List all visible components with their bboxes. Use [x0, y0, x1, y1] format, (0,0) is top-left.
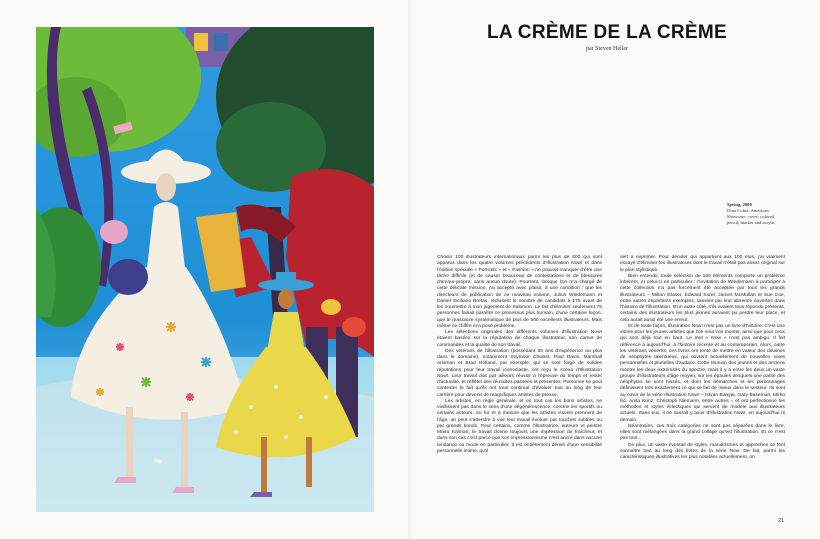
caption-body: Dino Cobra. American Showcase, cover; colored pencil, marker and acrylic: [727, 208, 775, 225]
caption-title: Spring, 2000: [727, 202, 752, 207]
cover-illustration: [36, 27, 374, 512]
paragraph: De plus, un vaste éventail de styles, maniérismes et approches se font connaître tout au long des livres de la série Now. De fait, parmi les caractéristiques illustratives les plus notables actuellement, on: [620, 442, 785, 460]
illustration-artwork: [36, 27, 374, 512]
text-column-right: [620, 255, 785, 513]
article-byline: par Steven Heller: [586, 46, 628, 52]
paragraph: sert à exprimer. Pour décider qui appartient aux 100 élus, j'ai vraiment essayé d'éliminer les illustrateurs dont le travail n'était pas assez original sur le plan stylistique.: [620, 255, 785, 273]
paragraph: Les artistes, en règle générale, et en tout cas les bons artistes, ne vieillissent pas dans le sens d'une dégénérescence, comme les sportifs ou certains acteurs. Au fur et à mesure que les artistes visuels prennent de l'âge, on peut s'attendre à voir leur travail évoluer par touches subtiles ou par grands bonds. Pour certains, comme l'illustratrice, auteure et peintre Maira Kalman, le travail donne toujours une impression de fraîcheur, et dans son cas c'est parce que son impressionnisme n'est ancré dans aucune tendance ou mode en particulier. Il est entièrement dérivé d'une sensibilité personnelle intime, qu'il: [437, 398, 602, 454]
paragraph: Bien entendu, toute sélection de 100 éléments comporte un problème inhérent, et celui-ci en particulier : l'invitation de Wiedemann à participer à cette collection n'a pas forcément été acceptée par tous les grands illustrateurs – Milton Glaser, Edward Sorel, James McMullan et Sue Coe, entre autres importants exemples, laissent par leur absence ouvertes dans l'histoire de l'illustration. D'un autre côté, s'ils avaient tous répondu présents, certains des illustrateurs les plus jeunes auraient pu perdre leur place, et cela aurait aussi été une erreur.: [620, 273, 785, 323]
illustration-caption: [727, 202, 787, 226]
page-gutter: [408, 0, 414, 539]
paragraph: Et de toute façon, Illustration Now! n'est pas un livre d'histoire. C'est une vitrine pour les jeunes artistes que l'on veut voir monter, ainsi que pour ceux qui sont déjà tout en haut. Le mot « Now » n'est pas ambigu. Il fait référence à aujourd'hui, à l'histoire récente et au contemporain. Alors, outre les vétérans vénérés, ces livres ont tenté de mettre en valeur des dizaines de néophytes talentueux, qui ouvrent actuellement de nouvelles voies personnelles et plurielles d'audace. Cette réunion des jeunes et des anciens montre les deux extrémités du spectre, mais il y a entre les deux un vaste groupe d'illustrateurs d'âge moyen, sur les épaules desquels une partie des néophytes se sont hissés, et dont les démarches et les personnages définissent très exactement ce qui se fait de mieux dans le secteur. Ils sont au cœur de la série Illustration Now! – Istvan Banyai, Gary Baseman, Mirko Ilić, Anita Kunz, Christoph Niemann, entre autres – et ont perfectionné les méthodes et styles éclectiques qui servent de modèle aux illustrateurs actuels. Sans eux, il ne saurait y avoir d'Illustration Now!, en aujourd'hui ni demain.: [620, 323, 785, 423]
paragraph: Des vétérans de l'illustration (possédant 30 ans d'expérience ou plus dans le domaine), notamment Seymour Chwast, Paul Davis, Marshall Arisman et Brad Holland, par exemple, qui se sont forgé de solides réputations pour leur travail iconoclaste, ont reçu le sceau d'Illustration Now!. Leur travail doit par ailleurs réussir à l'épreuve du temps et rester d'actualité, et refléter des réussites passées et présentes. Personne ne peut contester le fait qu'ils ont tous continué d'évoluer tout au long de leur carrière pour devenir de magnifiques artistes de presse.: [437, 348, 602, 398]
paragraph: Choisir 100 illustrateurs internationaux parmi les plus de 600 qui sont apparus dans les quatre volumes précédents d'Illustration Now! et dans l'édition spéciale « Portraits » et « Fashion » ne pouvait manquer d'être une tâche difficile (et de causer beaucoup de contestations et de blessures d'amour-propre, sans aucun doute). Pourtant, lorsque l'on m'a chargé de cette délicate mission, j'ai accepté avec plaisir, à une condition : que les directeurs de publication de ce nouveau volume, Julius Wiedemann et Daniel Siciliano Bretas, réduisent le nombre de candidats à 175 avant de les soumettre à mon jugement de Salomon. Le fait d'éliminer seulement 75 personnes faisait paraître ce processus plus humain, d'une certaine façon, que le massacre systématique de plus de 500 excellents illustrateurs. Mais même ce chiffre m'a posé problème.: [437, 255, 602, 329]
paragraph: Néanmoins, ces trois catégories ne sont pas séparées dans le livre, elles sont mélangées dans la grand collage qu'est l'illustration. Et ce n'est pas tout...: [620, 423, 785, 442]
page-number: 21: [778, 518, 785, 524]
text-column-left: [437, 255, 602, 525]
article-title: LA CRÈME DE LA CRÈME: [487, 22, 727, 43]
paragraph: Les sélections originales des différents volumes d'Illustration Now! étaient basées sur la réputation de chaque illustrateur, son carnet de commandes et la qualité de son travail.: [437, 330, 602, 348]
